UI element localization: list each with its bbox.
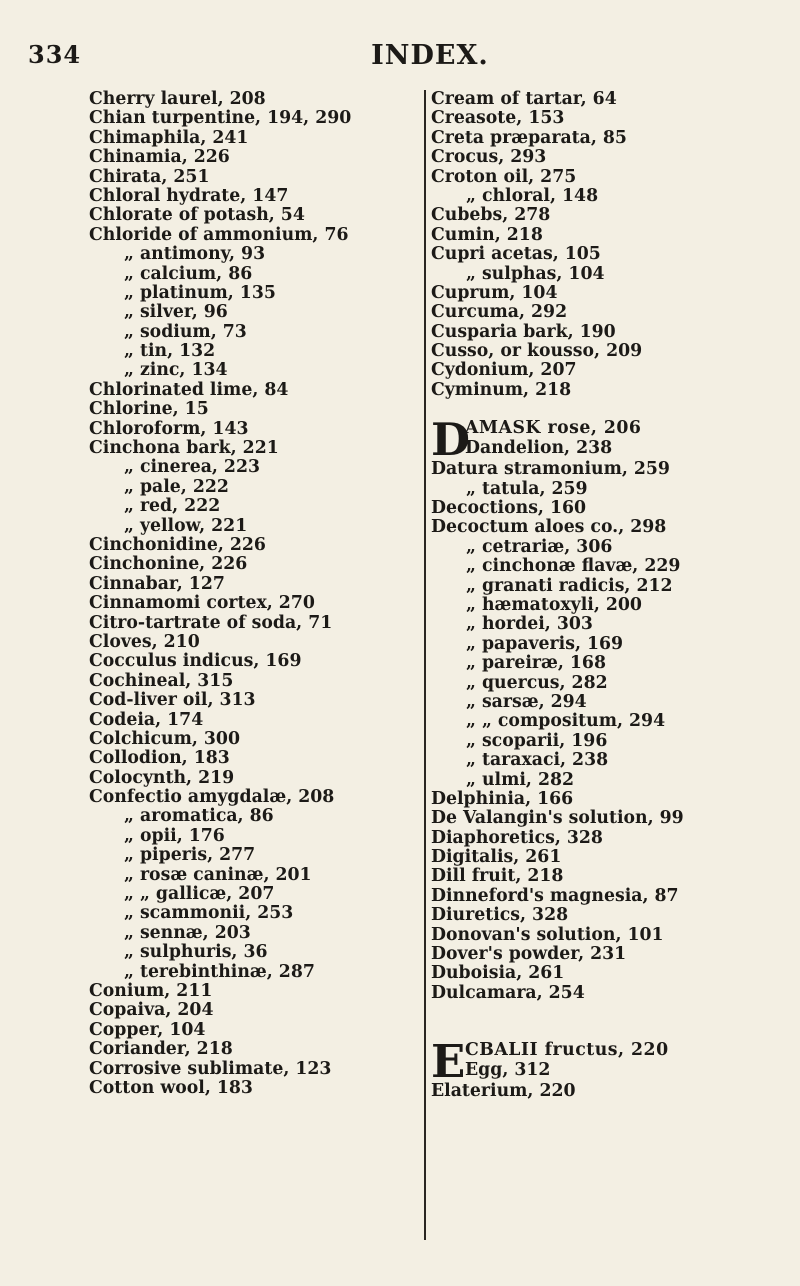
index-entry: Cydonium, 207 — [431, 360, 577, 381]
index-entry: „ hordei, 303 — [466, 614, 593, 635]
index-entry: „ granati radicis, 212 — [466, 575, 673, 596]
index-entry: Chlorinated lime, 84 — [89, 379, 289, 400]
index-entry: Colocynth, 219 — [89, 767, 235, 788]
index-entry: „ cinchonæ flavæ, 229 — [466, 556, 681, 577]
index-entry: Diuretics, 328 — [431, 905, 569, 926]
index-entry: Cinnamomi cortex, 270 — [89, 593, 315, 614]
section-gap — [429, 400, 799, 419]
index-entry: „ taraxaci, 238 — [466, 750, 609, 771]
index-entry: „ scammonii, 253 — [124, 903, 294, 924]
index-entry: Donovan's solution, 101 — [431, 924, 664, 945]
index-entry: Dill fruit, 218 — [431, 866, 564, 887]
index-entry: Collodion, 183 — [89, 748, 230, 769]
index-section-e — [429, 1082, 799, 1101]
index-entry: Creta præparata, 85 — [431, 127, 627, 148]
index-entry: Elaterium, 220 — [431, 1081, 576, 1102]
index-entry: Codeia, 174 — [89, 709, 204, 730]
index-entry: „ yellow, 221 — [124, 515, 248, 536]
index-entry: „ sulphas, 104 — [466, 263, 605, 284]
index-entry: „ chloral, 148 — [466, 185, 599, 206]
index-entry: Decoctum aloes co., 298 — [431, 517, 667, 538]
index-entry: Coriander, 218 — [89, 1039, 233, 1060]
index-entry: Cusparia bark, 190 — [431, 321, 616, 342]
index-entry: Dover's powder, 231 — [431, 944, 627, 965]
index-entry: CBALII fructus, 220 — [465, 1040, 669, 1061]
index-section-c-continued — [429, 90, 799, 400]
index-entry: „ terebinthinæ, 287 — [124, 961, 315, 982]
index-section-e-head — [429, 1035, 799, 1089]
index-entry: „ ulmi, 282 — [466, 769, 575, 790]
index-section-d — [429, 460, 799, 1003]
index-entry: „ red, 222 — [124, 496, 221, 517]
index-entry: Cinchonine, 226 — [89, 554, 248, 575]
column-divider — [424, 90, 426, 1240]
index-entry: „ tatula, 259 — [466, 478, 588, 499]
index-entry: Cyminum, 218 — [431, 379, 572, 400]
section-gap — [429, 1003, 799, 1022]
index-column-right — [429, 90, 799, 1102]
index-entry: „ sulphuris, 36 — [124, 942, 268, 963]
index-entry: Cumin, 218 — [431, 224, 543, 245]
index-entry: „ sodium, 73 — [124, 321, 247, 342]
index-entry: Cubebs, 278 — [431, 205, 551, 226]
index-entry: Chloride of ammonium, 76 — [89, 224, 349, 245]
index-entry: „ „ compositum, 294 — [466, 711, 666, 732]
index-entry: Colchicum, 300 — [89, 728, 240, 749]
index-entry: Cloves, 210 — [89, 631, 200, 652]
dropcap-d: D — [431, 413, 471, 467]
index-entry: Creasote, 153 — [431, 108, 565, 129]
index-entry: Chinamia, 226 — [89, 147, 230, 168]
index-entry: Crocus, 293 — [431, 147, 547, 168]
index-entry: Chlorine, 15 — [89, 399, 209, 420]
index-entry: Chirata, 251 — [89, 166, 210, 187]
index-entry: Cochineal, 315 — [89, 670, 234, 691]
index-entry: Delphinia, 166 — [431, 788, 574, 809]
index-entry: Cinchona bark, 221 — [89, 438, 279, 459]
index-column-left — [89, 90, 424, 1098]
index-entry: Cusso, or kousso, 209 — [431, 341, 643, 362]
index-entry: „ aromatica, 86 — [124, 806, 274, 827]
index-entry: Chimaphila, 241 — [89, 127, 249, 148]
index-entry: „ sennæ, 203 — [124, 922, 251, 943]
index-entry: „ papaveris, 169 — [466, 633, 624, 654]
index-entry: Dulcamara, 254 — [431, 982, 585, 1003]
index-entry: De Valangin's solution, 99 — [431, 808, 684, 829]
index-entry: Digitalis, 261 — [431, 847, 562, 868]
index-entry: Citro-tartrate of soda, 71 — [89, 612, 333, 633]
index-entry: „ platinum, 135 — [124, 282, 276, 303]
index-entry: Conium, 211 — [89, 980, 213, 1001]
index-entry: Cherry laurel, 208 — [89, 89, 266, 109]
index-entry: Cod-liver oil, 313 — [89, 690, 256, 711]
index-entry: „ silver, 96 — [124, 302, 228, 323]
index-entry: Croton oil, 275 — [431, 166, 577, 187]
index-entry: Cinchonidine, 226 — [89, 534, 266, 555]
index-entry: Egg, 312 — [465, 1059, 551, 1080]
index-entry: „ calcium, 86 — [124, 263, 253, 284]
index-entry: Cinnabar, 127 — [89, 573, 225, 594]
index-entry: „ „ gallicæ, 207 — [124, 884, 275, 905]
index-entry: Curcuma, 292 — [431, 302, 568, 323]
index-entry: Dandelion, 238 — [465, 437, 613, 458]
index-entry: „ pareiræ, 168 — [466, 653, 606, 674]
index-entry: „ pale, 222 — [124, 476, 229, 497]
index-entry: Chloral hydrate, 147 — [89, 185, 289, 206]
index-entry: „ cinerea, 223 — [124, 457, 261, 478]
index-entry: Duboisia, 261 — [431, 963, 565, 984]
index-entry: Decoctions, 160 — [431, 498, 587, 519]
index-entry: Confectio amygdalæ, 208 — [89, 787, 335, 808]
index-entry: Chlorate of potash, 54 — [89, 205, 305, 226]
index-entry: Dinneford's magnesia, 87 — [431, 885, 679, 906]
index-entry: „ rosæ caninæ, 201 — [124, 864, 312, 885]
index-entry: „ quercus, 282 — [466, 672, 608, 693]
index-entry: Corrosive sublimate, 123 — [89, 1058, 332, 1079]
index-entry: Cocculus indicus, 169 — [89, 651, 302, 672]
index-entry: „ hæmatoxyli, 200 — [466, 594, 642, 615]
index-entry: AMASK rose, 206 — [465, 418, 642, 439]
dropcap-e: E — [431, 1035, 466, 1089]
index-section-d-head — [429, 413, 799, 467]
index-entry: „ antimony, 93 — [124, 244, 266, 265]
index-entry: Cuprum, 104 — [431, 282, 558, 303]
index-entry: Diaphoretics, 328 — [431, 827, 603, 848]
index-entry: „ scoparii, 196 — [466, 730, 608, 751]
index-entry: Datura stramonium, 259 — [431, 459, 670, 480]
index-entry: „ cetrariæ, 306 — [466, 536, 613, 557]
index-entry: Copaiva, 204 — [89, 1000, 214, 1021]
index-entry: Cream of tartar, 64 — [431, 89, 617, 109]
index-entry: Chloroform, 143 — [89, 418, 249, 439]
index-entry: Copper, 104 — [89, 1019, 206, 1040]
index-entry: „ tin, 132 — [124, 341, 216, 362]
index-entry: „ zinc, 134 — [124, 360, 228, 381]
index-entry: Cotton wool, 183 — [89, 1077, 253, 1098]
index-entry: Chian turpentine, 194, 290 — [89, 108, 352, 129]
page-number: 334 — [28, 40, 82, 69]
index-entry: „ opii, 176 — [124, 825, 225, 846]
index-entry: „ sarsæ, 294 — [466, 691, 587, 712]
index-entry: Cupri acetas, 105 — [431, 244, 601, 265]
section-gap — [429, 1022, 799, 1041]
page-title: INDEX. — [371, 40, 489, 71]
index-entry: „ piperis, 277 — [124, 845, 256, 866]
